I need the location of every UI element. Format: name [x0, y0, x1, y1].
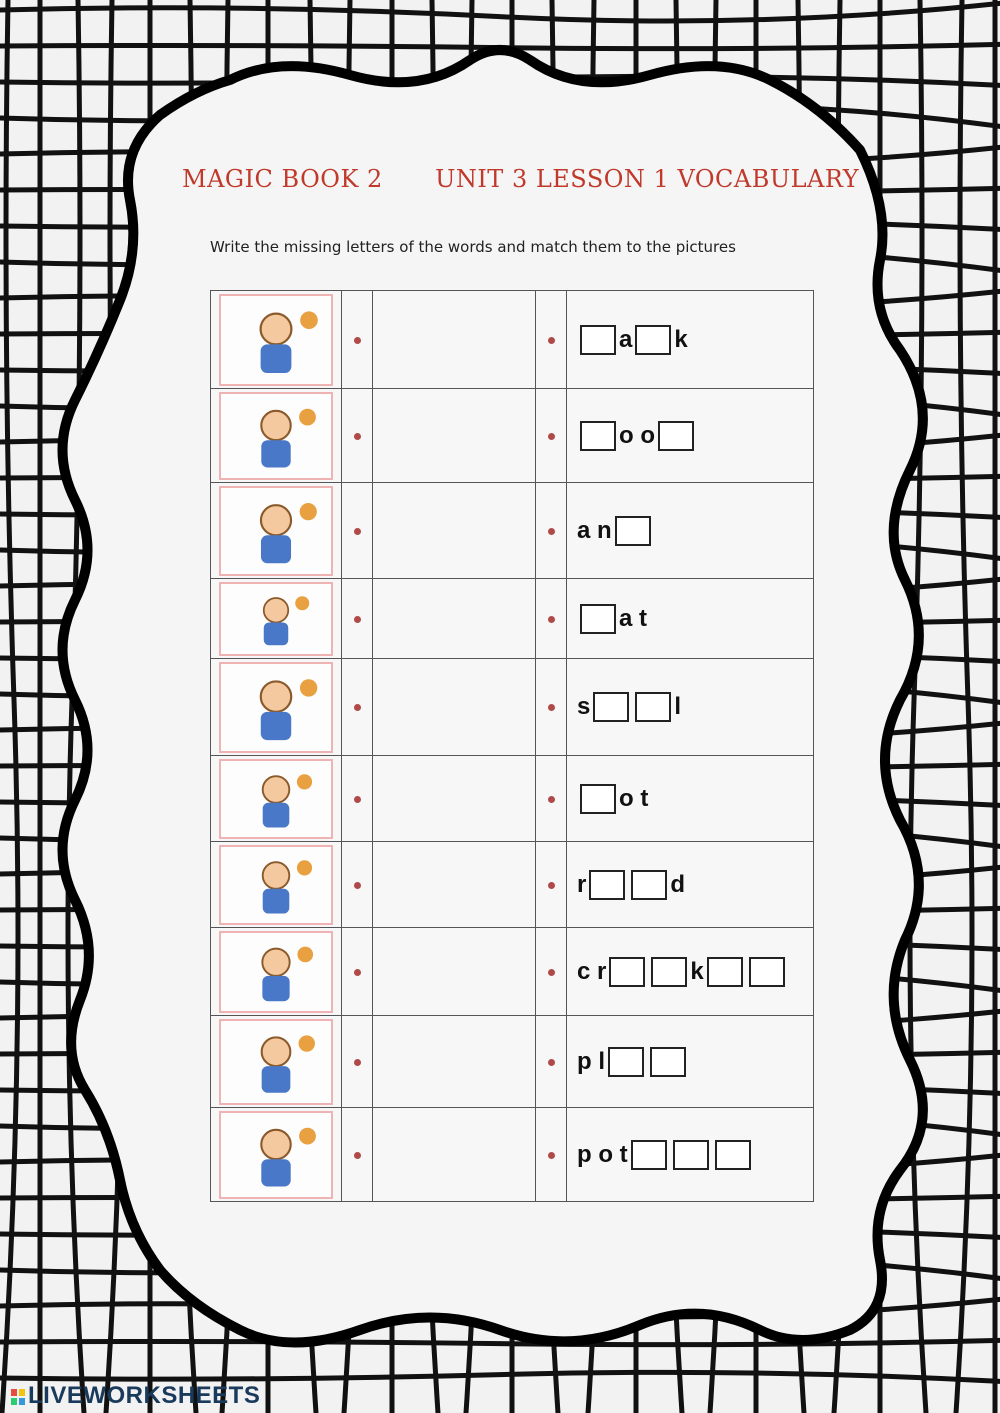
match-area — [373, 1016, 536, 1108]
match-dot-icon[interactable] — [548, 1059, 555, 1066]
right-match-dot[interactable] — [536, 1016, 567, 1108]
picture-cell — [211, 928, 342, 1016]
letter-input-box[interactable] — [715, 1140, 751, 1170]
worksheet-row — [211, 1016, 814, 1108]
right-match-dot[interactable] — [536, 928, 567, 1016]
word-letters: a — [619, 325, 633, 353]
word-cell — [567, 291, 814, 389]
right-match-dot[interactable] — [536, 659, 567, 756]
children-playing-icon — [219, 931, 333, 1013]
worksheet-row — [211, 756, 814, 842]
letter-input-box[interactable] — [631, 1140, 667, 1170]
boy-on-boat-icon — [219, 486, 333, 576]
letter-input-box[interactable] — [580, 784, 616, 814]
right-match-dot[interactable] — [536, 389, 567, 483]
word-cell — [567, 659, 814, 756]
left-match-dot[interactable] — [342, 291, 373, 389]
match-dot-icon[interactable] — [354, 1152, 361, 1159]
left-match-dot[interactable] — [342, 756, 373, 842]
match-area — [373, 842, 536, 928]
picture-cell — [211, 842, 342, 928]
matching-table — [210, 290, 814, 1202]
letter-input-box[interactable] — [650, 1047, 686, 1077]
liveworksheets-logo — [10, 1382, 260, 1410]
letter-input-box[interactable] — [631, 870, 667, 900]
letter-input-box[interactable] — [707, 957, 743, 987]
right-match-dot[interactable] — [536, 842, 567, 928]
word-cell — [567, 1016, 814, 1108]
grid-line-vertical — [910, 0, 926, 1413]
right-match-dot[interactable] — [536, 483, 567, 579]
word-cell — [567, 1108, 814, 1202]
match-dot-icon[interactable] — [354, 969, 361, 976]
worksheet-row — [211, 579, 814, 659]
right-match-dot[interactable] — [536, 756, 567, 842]
word-letters: p l — [577, 1047, 605, 1075]
picture-cell — [211, 579, 342, 659]
title-book: MAGIC BOOK 2 — [182, 165, 383, 193]
worksheet-row — [211, 659, 814, 756]
picture-cell — [211, 1016, 342, 1108]
left-match-dot[interactable] — [342, 1016, 373, 1108]
left-match-dot[interactable] — [342, 659, 373, 756]
boy-walking-to-school-icon — [219, 662, 333, 753]
match-dot-icon[interactable] — [548, 969, 555, 976]
worksheet-row — [211, 842, 814, 928]
word-cell — [567, 756, 814, 842]
ants-with-food-icon — [219, 845, 333, 925]
word-letters: o t — [619, 784, 649, 812]
match-dot-icon[interactable] — [548, 882, 555, 889]
match-dot-icon[interactable] — [548, 433, 555, 440]
match-dot-icon[interactable] — [548, 1152, 555, 1159]
letter-input-box[interactable] — [580, 421, 616, 451]
match-area — [373, 659, 536, 756]
word-letters: c r — [577, 957, 607, 985]
match-dot-icon[interactable] — [354, 796, 361, 803]
letter-input-box[interactable] — [593, 692, 629, 722]
word-cell — [567, 389, 814, 483]
picture-cell — [211, 756, 342, 842]
boy-eating-icon — [219, 294, 333, 386]
letter-input-box[interactable] — [658, 421, 694, 451]
left-match-dot[interactable] — [342, 483, 373, 579]
picture-cell — [211, 483, 342, 579]
roast-food-icon — [219, 759, 333, 839]
left-match-dot[interactable] — [342, 1108, 373, 1202]
letter-input-box[interactable] — [609, 957, 645, 987]
right-match-dot[interactable] — [536, 291, 567, 389]
left-match-dot[interactable] — [342, 842, 373, 928]
picture-cell — [211, 291, 342, 389]
left-match-dot[interactable] — [342, 579, 373, 659]
grid-line-vertical — [956, 0, 972, 1413]
sack-of-potatoes-icon — [219, 1019, 333, 1105]
word-cell — [567, 483, 814, 579]
thermometer-sun-icon — [219, 392, 333, 480]
worksheet-row — [211, 1108, 814, 1202]
logo-text: LIVEWORKSHEETS — [28, 1382, 261, 1409]
match-area — [373, 483, 536, 579]
match-dot-icon[interactable] — [548, 616, 555, 623]
word-letters: l — [674, 693, 682, 720]
right-match-dot[interactable] — [536, 1108, 567, 1202]
worksheet-row — [211, 291, 814, 389]
letter-input-box[interactable] — [615, 516, 651, 546]
left-match-dot[interactable] — [342, 389, 373, 483]
letter-input-box[interactable] — [580, 604, 616, 634]
letter-input-box[interactable] — [749, 957, 785, 987]
worksheet-title — [182, 165, 860, 201]
match-area — [373, 291, 536, 389]
match-dot-icon[interactable] — [354, 433, 361, 440]
letter-input-box[interactable] — [608, 1047, 644, 1077]
left-match-dot[interactable] — [342, 928, 373, 1016]
match-area — [373, 1108, 536, 1202]
word-letters: d — [670, 870, 686, 898]
match-dot-icon[interactable] — [354, 528, 361, 535]
word-letters: o o — [619, 421, 655, 449]
word-cell — [567, 842, 814, 928]
picture-cell — [211, 1108, 342, 1202]
match-area — [373, 389, 536, 483]
letter-input-box[interactable] — [635, 325, 671, 355]
picture-cell — [211, 659, 342, 756]
match-area — [373, 756, 536, 842]
instructions: Write the missing letters of the words and match them to the pictures — [210, 238, 736, 256]
letter-input-box[interactable] — [651, 957, 687, 987]
worksheet-row — [211, 389, 814, 483]
title-unit: UNIT 3 LESSON 1 VOCABULARY — [435, 165, 860, 193]
word-cell — [567, 928, 814, 1016]
match-dot-icon[interactable] — [548, 796, 555, 803]
word-letters: s — [577, 693, 591, 720]
match-dot-icon[interactable] — [548, 528, 555, 535]
match-dot-icon[interactable] — [354, 616, 361, 623]
grid-line-vertical — [2, 0, 18, 1413]
right-match-dot[interactable] — [536, 579, 567, 659]
letter-input-box[interactable] — [673, 1140, 709, 1170]
match-dot-icon[interactable] — [548, 704, 555, 711]
match-dot-icon[interactable] — [548, 337, 555, 344]
worksheet-row — [211, 483, 814, 579]
word-letters: k — [674, 325, 688, 353]
letter-input-box[interactable] — [635, 692, 671, 722]
word-letters: r — [577, 870, 587, 898]
word-letters: a t — [619, 604, 648, 632]
word-letters: p o t — [577, 1140, 628, 1168]
logo-icon — [10, 1387, 26, 1407]
grasshopper-icon — [219, 582, 333, 656]
word-letters: a n — [577, 516, 612, 544]
match-dot-icon[interactable] — [354, 337, 361, 344]
word-letters: k — [690, 957, 704, 985]
match-dot-icon[interactable] — [354, 882, 361, 889]
match-dot-icon[interactable] — [354, 704, 361, 711]
word-cell — [567, 579, 814, 659]
worksheet-row — [211, 928, 814, 1016]
match-area — [373, 928, 536, 1016]
letter-input-box[interactable] — [580, 325, 616, 355]
boy-thinking-icon — [219, 1111, 333, 1199]
match-area — [373, 579, 536, 659]
letter-input-box[interactable] — [589, 870, 625, 900]
picture-cell — [211, 389, 342, 483]
match-dot-icon[interactable] — [354, 1059, 361, 1066]
